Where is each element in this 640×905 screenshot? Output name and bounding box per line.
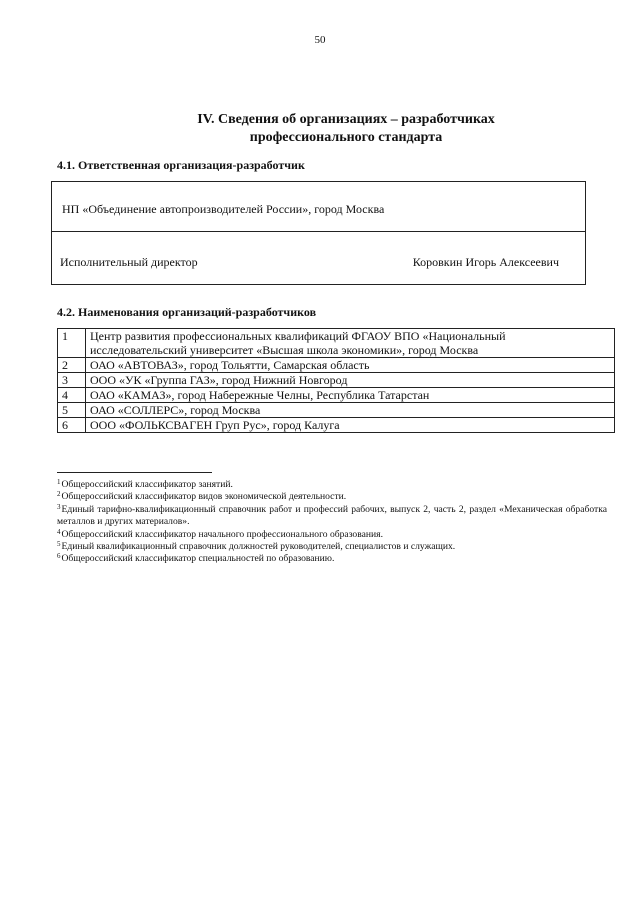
footnote-text: Общероссийский классификатор видов экономической деятельности. [61,491,347,503]
responsible-signatory-row [52,231,585,284]
row-number: 5 [58,403,86,418]
responsible-org-table [51,181,586,285]
footnote-text: Общероссийский классификатор начального профессионального образования. [61,528,383,540]
footnote-divider [57,472,212,473]
responsible-org-name: НП «Объединение автопроизводителей России», город Москва [62,202,385,216]
org-name-cell: ООО «УК «Группа ГАЗ», город Нижний Новгород [86,373,615,388]
org-name-cell: ОАО «КАМАЗ», город Набережные Челны, Республика Татарстан [86,388,615,403]
org-name-cell: ООО «ФОЛЬКСВАГЕН Груп Рус», город Калуга [86,418,615,433]
footnote [57,541,607,553]
page-number: 50 [314,34,326,46]
org-name-line: Центр развития профессиональных квалификаций ФГАОУ ВПО «Национальный [90,329,506,343]
org-name-cell [86,329,615,358]
table-row [58,329,615,358]
table-row [58,373,615,388]
footnote-mark: 1 [57,478,61,486]
footnote-mark: 2 [57,490,61,499]
footnote-mark: 6 [57,552,61,561]
footnotes [57,479,607,566]
row-number: 1 [58,329,86,358]
developer-orgs-heading: 4.2. Наименования организаций-разработчиков [57,305,317,319]
org-name-cell: ОАО «АВТОВАЗ», город Тольятти, Самарская область [86,358,615,373]
table-row [58,418,615,433]
table-row [58,403,615,418]
footnote-text: Единый тарифно-квалификационный справочник работ и профессий рабочих, выпуск 2, часть 2, раздел «Механическая обработка металлов и других материалов». [57,503,607,528]
section-title-line-2: профессионального стандарта [249,130,443,145]
footnote [57,491,607,503]
footnote [57,553,607,565]
row-number: 4 [58,388,86,403]
section-title [120,111,572,147]
org-name-cell: ОАО «СОЛЛЕРС», город Москва [86,403,615,418]
footnote-text: Общероссийский классификатор занятий. [61,479,233,490]
footnote [57,504,607,529]
responsible-org-row [52,182,585,232]
developer-orgs-table [57,328,615,433]
signatory-name: Коровкин Игорь Алексеевич [412,255,559,269]
row-number: 2 [58,358,86,373]
footnote [57,479,607,491]
row-number: 3 [58,373,86,388]
org-name-line: исследовательский университет «Высшая школа экономики», город Москва [90,343,479,357]
table-row [58,388,615,403]
footnote-mark: 3 [57,502,61,511]
row-number: 6 [58,418,86,433]
footnote [57,529,607,541]
section-title-line-1: IV. Сведения об организациях – разработчиках [197,112,495,127]
footnote-mark: 5 [57,540,61,549]
footnote-text: Общероссийский классификатор специальностей по образованию. [61,553,335,565]
responsible-org-heading: 4.1. Ответственная организация-разработчик [57,158,305,172]
footnote-mark: 4 [57,527,61,536]
footnote-text: Единый квалификационный справочник должностей руководителей, специалистов и служащих. [61,541,456,553]
table-row [58,358,615,373]
signatory-position: Исполнительный директор [60,255,198,269]
